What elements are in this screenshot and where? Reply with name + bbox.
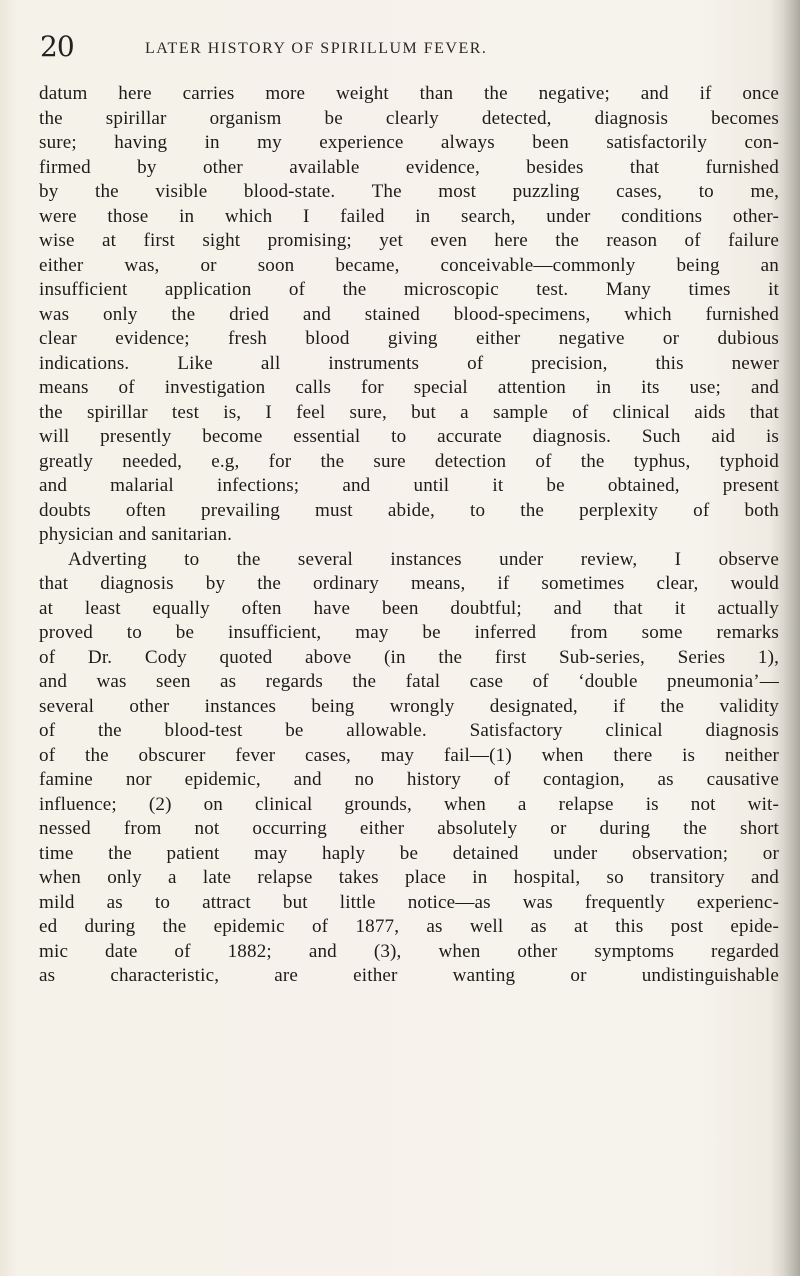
text-line: time the patient may haply be detained under observation; or — [39, 842, 779, 864]
text-line: and was seen as regards the fatal case of ‘double pneumonia’— — [39, 671, 779, 692]
text-line: as characteristic, are either wanting or undistinguishable — [39, 965, 779, 986]
binding-shadow — [784, 0, 800, 1276]
text-line: firmed by other available evidence, besides that furnished — [39, 156, 779, 178]
text-line: of the blood-test be allowable. Satisfactory clinical diagnosis — [39, 720, 779, 741]
text-line: that diagnosis by the ordinary means, if sometimes clear, would — [39, 573, 779, 594]
body-text — [39, 82, 779, 989]
page-number: 20 — [40, 30, 74, 63]
text-line: by the visible blood-state. The most puzzling cases, to me, — [39, 181, 779, 202]
page-header — [40, 30, 770, 70]
running-head: LATER HISTORY OF SPIRILLUM FEVER. — [145, 40, 488, 57]
text-line: of the obscurer fever cases, may fail—(1) when there is neither — [39, 744, 779, 766]
text-line: means of investigation calls for special attention in its use; and — [39, 377, 779, 398]
text-line: was only the dried and stained blood-specimens, which furnished — [39, 303, 779, 325]
text-line: Adverting to the several instances under review, I observe — [68, 548, 779, 570]
text-line: and malarial infections; and until it be obtained, present — [39, 475, 779, 496]
text-line: either was, or soon became, conceivable—commonly being an — [39, 254, 779, 276]
text-line: at least equally often have been doubtful; and that it actually — [39, 597, 779, 619]
text-line: of Dr. Cody quoted above (in the first Sub-series, Series 1), — [39, 646, 779, 668]
text-line: sure; having in my experience always been satisfactorily con- — [39, 132, 779, 153]
text-line: famine nor epidemic, and no history of contagion, as causative — [39, 769, 779, 790]
text-line: ed during the epidemic of 1877, as well as at this post epide- — [39, 916, 779, 937]
text-line: several other instances being wrongly designated, if the validity — [39, 695, 779, 717]
text-line: mild as to attract but little notice—as was frequently experienc- — [39, 891, 779, 913]
text-line: indications. Like all instruments of precision, this newer — [39, 352, 779, 374]
text-line: physician and sanitarian. — [39, 524, 233, 545]
text-line: influence; (2) on clinical grounds, when a relapse is not wit- — [39, 793, 779, 815]
text-line: were those in which I failed in search, under conditions other- — [39, 205, 779, 227]
text-line: will presently become essential to accurate diagnosis. Such aid is — [39, 426, 779, 447]
text-line: insufficient application of the microscopic test. Many times it — [39, 279, 779, 300]
text-line: datum here carries more weight than the negative; and if once — [39, 83, 779, 104]
text-line: mic date of 1882; and (3), when other symptoms regarded — [39, 940, 779, 962]
text-line: nessed from not occurring either absolutely or during the short — [39, 818, 779, 839]
text-line: the spirillar test is, I feel sure, but a sample of clinical aids that — [39, 401, 779, 423]
text-line: doubts often prevailing must abide, to the perplexity of both — [39, 499, 779, 521]
text-line: proved to be insufficient, may be inferred from some remarks — [39, 622, 779, 643]
text-line: clear evidence; fresh blood giving either negative or dubious — [39, 328, 779, 349]
text-line: greatly needed, e.g, for the sure detection of the typhus, typhoid — [39, 450, 779, 472]
text-line: the spirillar organism be clearly detected, diagnosis becomes — [39, 107, 779, 129]
text-line: when only a late relapse takes place in hospital, so transitory and — [39, 867, 779, 888]
text-line: wise at first sight promising; yet even here the reason of failure — [39, 230, 779, 251]
